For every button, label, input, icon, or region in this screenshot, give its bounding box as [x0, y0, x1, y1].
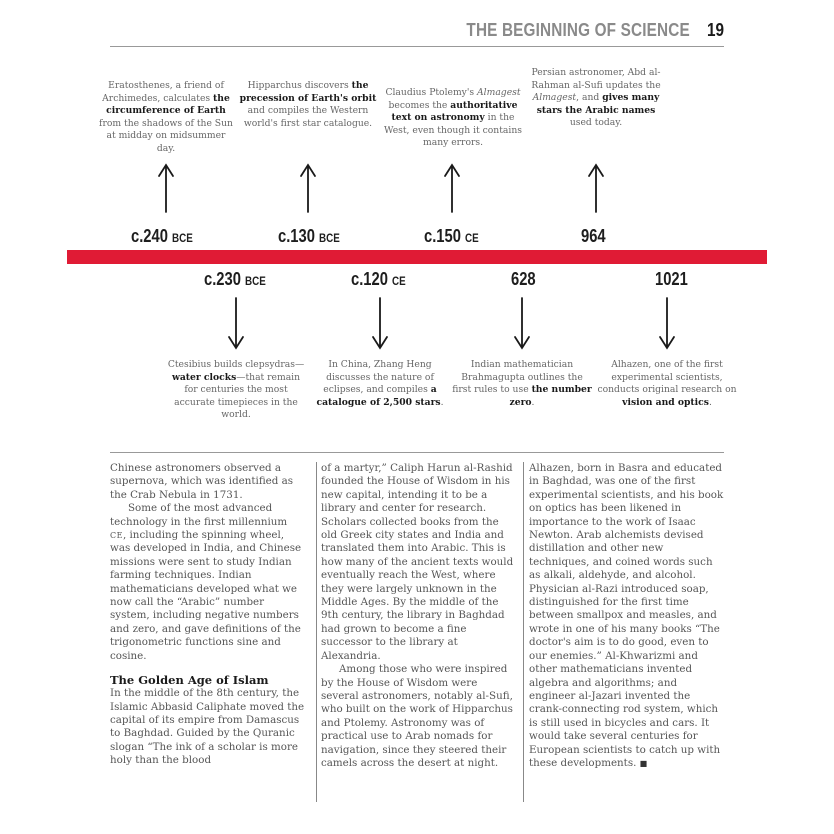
arrow-up-icon [442, 162, 462, 214]
timeline-caption: Hipparchus discovers the precession of Earth's orbit and compiles the Western world's first star catalogue. [239, 80, 377, 129]
timeline-date: c.230 BCE [204, 269, 266, 289]
arrow-down-icon [512, 296, 532, 352]
timeline-bar [67, 250, 767, 264]
timeline-caption: Indian mathematician Brahmagupta outlines the first rules to use the number zero. [452, 359, 592, 408]
timeline-caption: In China, Zhang Heng discusses the nature of eclipses, and compiles a catalogue of 2,500 stars. [316, 359, 444, 408]
timeline-date: 1021 [655, 269, 688, 289]
timeline-date: c.120 CE [351, 269, 406, 289]
paragraph: Among those who were inspired by the House of Wisdom were several astronomers, notably al-Sufi, who built on the work of Hipparchus and Ptolemy. Astronomy was of practical use to Arab nomads for navigation, since they steered their camels across the desert at night. [321, 663, 513, 769]
paragraph: In the middle of the 8th century, the Islamic Abbasid Caliphate moved the capital of its empire from Damascus to Baghdad. Guided by the Quranic slogan “The ink of a scholar is more holy than the blood [110, 687, 305, 767]
arrow-down-icon [657, 296, 677, 352]
arrow-up-icon [298, 162, 318, 214]
body-column-1 [110, 462, 306, 768]
arrow-up-icon [156, 162, 176, 214]
timeline-caption: Claudius Ptolemy's Almagest becomes the authoritative text on astronomy in the West, even though it contains many errors. [384, 87, 522, 148]
column-rule [316, 462, 317, 802]
chapter-title: THE BEGINNING OF SCIENCE [466, 20, 690, 40]
timeline-caption: Persian astronomer, Abd al-Rahman al-Sufi updates the Almagest, and gives many stars the Arabic names used today. [531, 67, 661, 128]
running-header [110, 20, 724, 47]
paragraph: Alhazen, born in Basra and educated in Baghdad, was one of the first experimental scientists, and his book on optics has been likened in importance to the work of Isaac Newton. Arab alchemists devised distillation and other new techniques, and coined words such as alkali, aldehyde, and alcohol. Physician al-Razi introduced soap, distinguished for the first time between smallpox and measles, and wrote in one of his many books “The doctor's aim is to do good, even to our enemies.” Al-Khwarizmi and other mathematicians invented algebra and algorithms; and engineer al-Jazari invented the crank-connecting rod system, which is still used in bicycles and cars. It would take several centuries for European scientists to catch up with these developments. ■ [529, 462, 724, 769]
timeline-caption: Alhazen, one of the first experimental scientists, conducts original research on vision and optics. [597, 359, 737, 408]
column-rule [523, 462, 524, 802]
arrow-down-icon [226, 296, 246, 352]
timeline-date: c.240 BCE [131, 226, 193, 246]
paragraph: of a martyr,” Caliph Harun al-Rashid founded the House of Wisdom in his new capital, intending it to be a library and center for research. Scholars collected books from the old Greek city states and India and translated them into Arabic. This is how many of the ancient texts would eventually reach the West, where they were largely unknown in the Middle Ages. By the middle of the 9th century, the library in Baghdad had grown to become a fine successor to the library at Alexandria. [321, 462, 514, 662]
arrow-down-icon [370, 296, 390, 352]
paragraph: Some of the most advanced technology in the first millennium CE, including the spinning wheel, was developed in India, and Chinese missions were sent to study Indian farming techniques. Indian mathematicians developed what we now call the “Arabic” number system, including negative numbers and zero, and gave definitions of the trigonometric functions sine and cosine. [110, 502, 302, 662]
end-mark-icon: ■ [639, 758, 648, 768]
section-heading: The Golden Age of Islam [110, 673, 269, 688]
body-column-2 [321, 462, 517, 770]
section-divider [110, 452, 724, 453]
timeline-caption: Ctesibius builds clepsydras—water clocks—that remain for centuries the most accurate timepieces in the world. [167, 359, 305, 420]
timeline-date: c.150 CE [424, 226, 479, 246]
arrow-up-icon [586, 162, 606, 214]
timeline-date: 964 [581, 226, 606, 246]
page-number: 19 [706, 20, 724, 40]
body-column-3 [529, 462, 725, 770]
timeline-date: c.130 BCE [278, 226, 340, 246]
paragraph: Chinese astronomers observed a supernova, which was identified as the Crab Nebula in 1731. [110, 462, 294, 501]
timeline-date: 628 [511, 269, 536, 289]
timeline-caption: Eratosthenes, a friend of Archimedes, calculates the circumference of Earth from the shadows of the Sun at midday on midsummer day. [99, 80, 233, 154]
